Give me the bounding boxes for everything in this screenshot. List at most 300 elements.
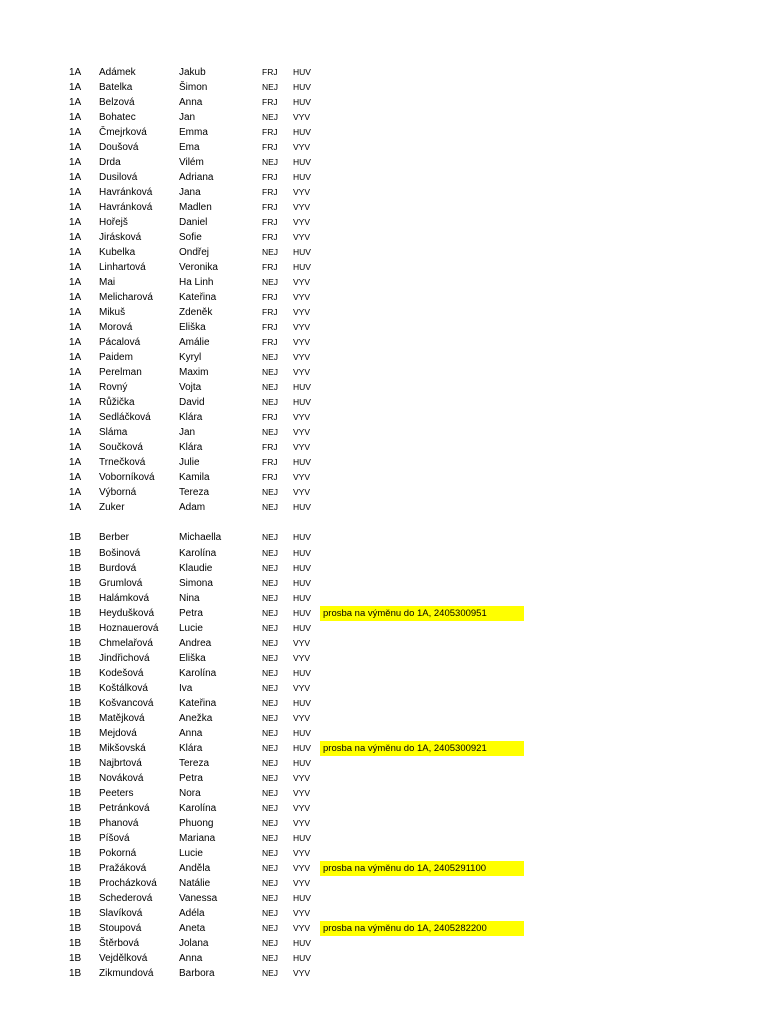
class-cell: 1A (69, 202, 82, 214)
first-name-cell: Tereza (179, 487, 210, 499)
language-cell: NEJ (262, 532, 279, 543)
language-cell: FRJ (262, 172, 278, 183)
language-cell: NEJ (262, 487, 279, 498)
class-cell: 1A (69, 277, 82, 289)
subject-cell: VYV (293, 412, 311, 423)
table-row (0, 726, 768, 741)
subject-cell: VYV (293, 277, 311, 288)
subject-cell: VYV (293, 967, 311, 978)
table-row (0, 335, 768, 350)
class-cell: 1B (69, 682, 82, 694)
subject-cell: HUV (293, 757, 311, 768)
subject-cell: HUV (293, 127, 311, 138)
language-cell: NEJ (262, 862, 279, 873)
class-cell: 1B (69, 787, 82, 799)
subject-cell: VYV (293, 232, 311, 243)
table-row (0, 696, 768, 711)
table-row (0, 530, 768, 545)
first-name-cell: Adéla (179, 907, 205, 919)
table-row (0, 546, 768, 561)
first-name-cell: Julie (179, 457, 200, 469)
table-row (0, 350, 768, 365)
subject-cell: VYV (293, 352, 311, 363)
table-row (0, 906, 768, 921)
table-row (0, 320, 768, 335)
language-cell: FRJ (262, 202, 278, 213)
table-row (0, 891, 768, 906)
first-name-cell: Sofie (179, 232, 202, 244)
class-cell: 1B (69, 667, 82, 679)
first-name-cell: Aneta (179, 922, 206, 934)
table-row (0, 200, 768, 215)
blank-row (0, 515, 768, 530)
language-cell: NEJ (262, 277, 279, 288)
first-name-cell: Zdeněk (179, 307, 213, 319)
table-row (0, 140, 768, 155)
surname-cell: Burdová (99, 562, 137, 574)
first-name-cell: Petra (179, 607, 203, 619)
subject-cell: VYV (293, 817, 311, 828)
class-cell: 1A (69, 217, 82, 229)
first-name-cell: Lucie (179, 847, 203, 859)
subject-cell: VYV (293, 922, 311, 933)
language-cell: NEJ (262, 667, 279, 678)
table-row (0, 816, 768, 831)
student-list-sheet (0, 65, 768, 981)
language-cell: NEJ (262, 892, 279, 903)
subject-cell: HUV (293, 247, 311, 258)
language-cell: NEJ (262, 817, 279, 828)
language-cell: FRJ (262, 322, 278, 333)
language-cell: NEJ (262, 772, 279, 783)
exchange-request-note: prosba na výměnu do 1A, 2405291100 (320, 861, 524, 876)
subject-cell: VYV (293, 187, 311, 198)
class-cell: 1A (69, 247, 82, 259)
language-cell: FRJ (262, 307, 278, 318)
subject-cell: HUV (293, 82, 311, 93)
surname-cell: Petránková (99, 802, 150, 814)
surname-cell: Rovný (99, 382, 128, 394)
first-name-cell: Kamila (179, 472, 210, 484)
surname-cell: Součková (99, 442, 143, 454)
first-name-cell: Jana (179, 187, 201, 199)
class-cell: 1A (69, 187, 82, 199)
subject-cell: HUV (293, 157, 311, 168)
class-cell: 1B (69, 727, 82, 739)
language-cell: NEJ (262, 622, 279, 633)
first-name-cell: Anděla (179, 862, 211, 874)
class-cell: 1A (69, 322, 82, 334)
class-cell: 1A (69, 502, 82, 514)
first-name-cell: Nina (179, 592, 200, 604)
table-row (0, 636, 768, 651)
table-row (0, 951, 768, 966)
language-cell: FRJ (262, 292, 278, 303)
table-row (0, 666, 768, 681)
subject-cell: VYV (293, 472, 311, 483)
subject-cell: VYV (293, 112, 311, 123)
first-name-cell: Natálie (179, 877, 211, 889)
language-cell: FRJ (262, 142, 278, 153)
language-cell: NEJ (262, 682, 279, 693)
first-name-cell: Anna (179, 952, 203, 964)
first-name-cell: Mariana (179, 832, 216, 844)
subject-cell: VYV (293, 292, 311, 303)
first-name-cell: Karolína (179, 547, 217, 559)
subject-cell: HUV (293, 382, 311, 393)
language-cell: FRJ (262, 217, 278, 228)
surname-cell: Havránková (99, 202, 153, 214)
surname-cell: Havránková (99, 187, 153, 199)
surname-cell: Doušová (99, 142, 139, 154)
language-cell: NEJ (262, 397, 279, 408)
class-cell: 1B (69, 847, 82, 859)
language-cell: NEJ (262, 697, 279, 708)
surname-cell: Hořejš (99, 217, 128, 229)
class-cell: 1A (69, 442, 82, 454)
table-row (0, 741, 768, 756)
first-name-cell: Klára (179, 412, 203, 424)
surname-cell: Píšová (99, 832, 130, 844)
class-cell: 1A (69, 352, 82, 364)
language-cell: NEJ (262, 607, 279, 618)
subject-cell: VYV (293, 787, 311, 798)
class-cell: 1B (69, 637, 82, 649)
first-name-cell: Vilém (179, 157, 204, 169)
surname-cell: Koštálková (99, 682, 148, 694)
subject-cell: HUV (293, 727, 311, 738)
language-cell: NEJ (262, 547, 279, 558)
table-row (0, 380, 768, 395)
table-row (0, 756, 768, 771)
table-row (0, 771, 768, 786)
surname-cell: Jindřichová (99, 652, 150, 664)
language-cell: NEJ (262, 427, 279, 438)
subject-cell: HUV (293, 97, 311, 108)
first-name-cell: Nora (179, 787, 201, 799)
class-cell: 1A (69, 487, 82, 499)
class-cell: 1A (69, 67, 82, 78)
class-cell: 1B (69, 652, 82, 664)
first-name-cell: Simona (179, 577, 213, 589)
subject-cell: VYV (293, 772, 311, 783)
surname-cell: Procházková (99, 877, 157, 889)
language-cell: FRJ (262, 262, 278, 273)
surname-cell: Paidem (99, 352, 133, 364)
surname-cell: Bošinová (99, 547, 141, 559)
subject-cell: VYV (293, 802, 311, 813)
first-name-cell: Kateřina (179, 292, 217, 304)
language-cell: NEJ (262, 352, 279, 363)
class-cell: 1A (69, 127, 82, 139)
surname-cell: Štěrbová (99, 937, 140, 949)
language-cell: FRJ (262, 442, 278, 453)
first-name-cell: Andrea (179, 637, 212, 649)
language-cell: NEJ (262, 832, 279, 843)
class-cell: 1A (69, 367, 82, 379)
surname-cell: Zuker (99, 502, 125, 514)
table-row (0, 831, 768, 846)
surname-cell: Vejdělková (99, 952, 148, 964)
class-cell: 1A (69, 262, 82, 274)
language-cell: FRJ (262, 187, 278, 198)
table-row (0, 185, 768, 200)
subject-cell: HUV (293, 262, 311, 273)
first-name-cell: Tereza (179, 757, 210, 769)
language-cell: NEJ (262, 952, 279, 963)
table-row (0, 561, 768, 576)
class-cell: 1B (69, 877, 82, 889)
language-cell: NEJ (262, 502, 279, 513)
subject-cell: HUV (293, 532, 311, 543)
language-cell: NEJ (262, 382, 279, 393)
table-row (0, 215, 768, 230)
first-name-cell: Iva (179, 682, 193, 694)
surname-cell: Peeters (99, 787, 134, 799)
table-row (0, 395, 768, 410)
class-cell: 1A (69, 307, 82, 319)
subject-cell: HUV (293, 172, 311, 183)
class-cell: 1B (69, 937, 82, 949)
surname-cell: Sláma (99, 427, 128, 439)
subject-cell: VYV (293, 487, 311, 498)
first-name-cell: Maxim (179, 367, 209, 379)
surname-cell: Berber (99, 532, 130, 544)
subject-cell: HUV (293, 892, 311, 903)
surname-cell: Morová (99, 322, 133, 334)
subject-cell: HUV (293, 742, 311, 753)
first-name-cell: Jan (179, 427, 196, 439)
first-name-cell: Michaella (179, 532, 222, 544)
surname-cell: Grumlová (99, 577, 143, 589)
first-name-cell: Jolana (179, 937, 209, 949)
table-row (0, 621, 768, 636)
subject-cell: HUV (293, 607, 311, 618)
first-name-cell: Jan (179, 112, 196, 124)
surname-cell: Pácalová (99, 337, 141, 349)
class-cell: 1B (69, 952, 82, 964)
surname-cell: Pražáková (99, 862, 147, 874)
class-cell: 1A (69, 427, 82, 439)
surname-cell: Výborná (99, 487, 137, 499)
first-name-cell: Klára (179, 442, 203, 454)
table-row (0, 576, 768, 591)
surname-cell: Trnečková (99, 457, 146, 469)
table-row (0, 65, 768, 80)
surname-cell: Sedláčková (99, 412, 151, 424)
first-name-cell: Madlen (179, 202, 212, 214)
table-row (0, 440, 768, 455)
language-cell: NEJ (262, 877, 279, 888)
language-cell: NEJ (262, 637, 279, 648)
language-cell: NEJ (262, 112, 279, 123)
first-name-cell: Ema (179, 142, 200, 154)
first-name-cell: Ondřej (179, 247, 210, 259)
subject-cell: VYV (293, 907, 311, 918)
surname-cell: Mejdová (99, 727, 137, 739)
subject-cell: HUV (293, 397, 311, 408)
subject-cell: HUV (293, 457, 311, 468)
class-cell: 1A (69, 472, 82, 484)
first-name-cell: Amálie (179, 337, 210, 349)
table-row (0, 470, 768, 485)
table-row (0, 425, 768, 440)
table-row (0, 260, 768, 275)
language-cell: NEJ (262, 712, 279, 723)
class-cell: 1B (69, 802, 82, 814)
language-cell: NEJ (262, 787, 279, 798)
first-name-cell: Eliška (179, 322, 206, 334)
surname-cell: Belzová (99, 97, 135, 109)
first-name-cell: Anna (179, 727, 203, 739)
table-row (0, 606, 768, 621)
class-cell: 1A (69, 112, 82, 124)
subject-cell: VYV (293, 307, 311, 318)
first-name-cell: Phuong (179, 817, 214, 829)
surname-cell: Melicharová (99, 292, 153, 304)
surname-cell: Košvancová (99, 697, 154, 709)
language-cell: FRJ (262, 472, 278, 483)
surname-cell: Kubelka (99, 247, 136, 259)
surname-cell: Mikšovská (99, 742, 146, 754)
surname-cell: Pokorná (99, 847, 137, 859)
class-cell: 1A (69, 292, 82, 304)
language-cell: NEJ (262, 577, 279, 588)
surname-cell: Adámek (99, 67, 136, 78)
surname-cell: Nováková (99, 772, 144, 784)
class-cell: 1B (69, 892, 82, 904)
subject-cell: HUV (293, 562, 311, 573)
table-row (0, 801, 768, 816)
table-row (0, 455, 768, 470)
subject-cell: HUV (293, 937, 311, 948)
subject-cell: HUV (293, 592, 311, 603)
class-cell: 1B (69, 577, 82, 589)
language-cell: FRJ (262, 457, 278, 468)
first-name-cell: Kateřina (179, 697, 217, 709)
surname-cell: Halámková (99, 592, 150, 604)
language-cell: NEJ (262, 742, 279, 753)
surname-cell: Heydušková (99, 607, 155, 619)
class-cell: 1B (69, 862, 82, 874)
class-cell: 1A (69, 457, 82, 469)
surname-cell: Růžička (99, 397, 135, 409)
first-name-cell: Veronika (179, 262, 218, 274)
class-cell: 1B (69, 712, 82, 724)
surname-cell: Drda (99, 157, 121, 169)
class-cell: 1B (69, 907, 82, 919)
subject-cell: VYV (293, 367, 311, 378)
table-row (0, 80, 768, 95)
surname-cell: Phanová (99, 817, 139, 829)
language-cell: NEJ (262, 367, 279, 378)
language-cell: NEJ (262, 727, 279, 738)
table-row (0, 485, 768, 500)
table-row (0, 921, 768, 936)
class-cell: 1B (69, 817, 82, 829)
first-name-cell: Klára (179, 742, 203, 754)
first-name-cell: Lucie (179, 622, 203, 634)
class-cell: 1B (69, 742, 82, 754)
class-cell: 1B (69, 922, 82, 934)
first-name-cell: Karolína (179, 667, 217, 679)
table-row (0, 365, 768, 380)
table-row (0, 786, 768, 801)
surname-cell: Jirásková (99, 232, 142, 244)
table-row (0, 230, 768, 245)
subject-cell: VYV (293, 142, 311, 153)
language-cell: NEJ (262, 847, 279, 858)
class-cell: 1B (69, 622, 82, 634)
subject-cell: VYV (293, 847, 311, 858)
first-name-cell: Kyryl (179, 352, 202, 364)
table-row (0, 410, 768, 425)
class-cell: 1B (69, 832, 82, 844)
subject-cell: VYV (293, 862, 311, 873)
class-cell: 1B (69, 757, 82, 769)
surname-cell: Linhartová (99, 262, 146, 274)
subject-cell: VYV (293, 877, 311, 888)
first-name-cell: Emma (179, 127, 208, 139)
table-row (0, 861, 768, 876)
subject-cell: VYV (293, 337, 311, 348)
subject-cell: HUV (293, 577, 311, 588)
surname-cell: Dusilová (99, 172, 138, 184)
table-row (0, 936, 768, 951)
surname-cell: Voborníková (99, 472, 155, 484)
subject-cell: HUV (293, 547, 311, 558)
surname-cell: Mikuš (99, 307, 126, 319)
class-cell: 1A (69, 337, 82, 349)
class-cell: 1A (69, 97, 82, 109)
surname-cell: Čmejrková (99, 127, 147, 139)
class-cell: 1A (69, 397, 82, 409)
language-cell: NEJ (262, 922, 279, 933)
surname-cell: Najbrtová (99, 757, 142, 769)
table-row (0, 245, 768, 260)
subject-cell: VYV (293, 322, 311, 333)
class-cell: 1B (69, 772, 82, 784)
class-cell: 1A (69, 157, 82, 169)
first-name-cell: Daniel (179, 217, 208, 229)
language-cell: NEJ (262, 247, 279, 258)
subject-cell: VYV (293, 682, 311, 693)
language-cell: FRJ (262, 97, 278, 108)
table-row (0, 125, 768, 140)
first-name-cell: Anna (179, 97, 203, 109)
class-cell: 1A (69, 412, 82, 424)
language-cell: NEJ (262, 967, 279, 978)
subject-cell: HUV (293, 622, 311, 633)
surname-cell: Perelman (99, 367, 142, 379)
surname-cell: Mai (99, 277, 116, 289)
exchange-request-note: prosba na výměnu do 1A, 2405300921 (320, 741, 524, 756)
surname-cell: Batelka (99, 82, 133, 94)
table-row (0, 500, 768, 515)
language-cell: NEJ (262, 82, 279, 93)
first-name-cell: Adam (179, 502, 206, 514)
table-row (0, 711, 768, 726)
subject-cell: VYV (293, 202, 311, 213)
first-name-cell: David (179, 397, 205, 409)
language-cell: FRJ (262, 127, 278, 138)
language-cell: FRJ (262, 337, 278, 348)
table-row (0, 846, 768, 861)
subject-cell: HUV (293, 952, 311, 963)
first-name-cell: Petra (179, 772, 203, 784)
table-row (0, 95, 768, 110)
surname-cell: Stoupová (99, 922, 142, 934)
